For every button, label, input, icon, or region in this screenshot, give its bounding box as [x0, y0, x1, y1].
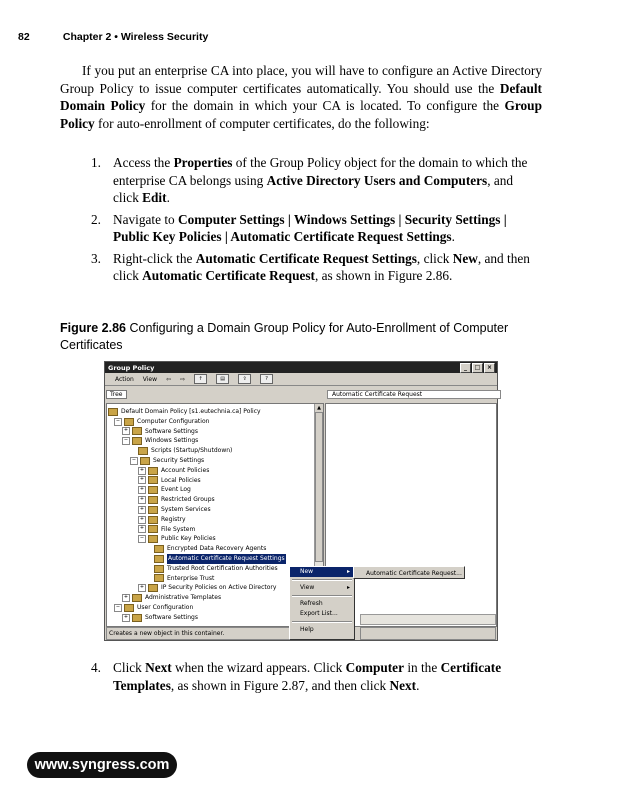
- step-text: , click: [416, 250, 453, 266]
- step-bold: Automatic Certificate Request: [142, 268, 315, 283]
- policy-icon: [108, 408, 118, 416]
- tab-tree[interactable]: Tree: [106, 390, 127, 399]
- menu-view[interactable]: View: [142, 375, 158, 383]
- step-bold: Active Directory Users and Computers: [266, 172, 488, 188]
- forward-icon[interactable]: ⇨: [180, 375, 186, 383]
- tree-node[interactable]: Enterprise Trust: [108, 574, 286, 584]
- tree-node[interactable]: + Account Policies: [139, 466, 210, 474]
- step-text: Click: [113, 660, 146, 675]
- intro-text: for auto-enrollment of computer certificates, do the following:: [94, 115, 430, 131]
- back-icon[interactable]: ⇦: [166, 375, 172, 383]
- chapter-title: Chapter 2 • Wireless Security: [62, 31, 209, 43]
- step-text: .: [451, 229, 455, 244]
- step-number: 4.: [91, 660, 101, 675]
- folder-icon: [132, 437, 142, 445]
- intro-text: If you put an enterprise CA into place, you will have to configure an Active Directory Group Policy to issue computer certificates automatically. You should use the: [60, 63, 542, 96]
- folder-icon: [148, 516, 158, 524]
- tree-node[interactable]: Encrypted Data Recovery Agents: [108, 544, 286, 554]
- intro-text: for the domain in which your CA is located. To configure the: [145, 98, 505, 113]
- context-menu: [289, 566, 355, 640]
- step-text: , and click: [113, 172, 514, 205]
- list-item: [60, 154, 542, 207]
- maximize-icon[interactable]: □: [472, 363, 483, 373]
- step-bold: Computer Settings | Windows Settings | Security Settings | Public Key Policies | Automatic Certificate Request Settings: [113, 211, 507, 244]
- menu-bar: [105, 373, 497, 386]
- status-bar: Creates a new object in this container.: [106, 627, 295, 640]
- tree-node[interactable]: + Registry: [139, 515, 186, 523]
- intro-bold: Default Domain Policy: [60, 80, 542, 113]
- step-bold: Properties: [173, 155, 233, 170]
- tree-node[interactable]: − Security Settings: [131, 456, 205, 464]
- figure-caption-text: Configuring a Domain Group Policy for Auto-Enrollment of Computer Certificates: [60, 321, 509, 352]
- steps-list-continued: [60, 659, 542, 698]
- step-text: Right-click the: [113, 250, 196, 266]
- step-bold: Next: [145, 660, 172, 675]
- security-icon: [140, 457, 150, 465]
- step-bold: Certificate Templates: [113, 660, 502, 693]
- steps-list: [60, 154, 542, 289]
- folder-icon: [148, 486, 158, 494]
- step-text: Navigate to: [113, 211, 178, 227]
- tree-node[interactable]: − Public Key Policies: [139, 535, 216, 543]
- close-icon[interactable]: ×: [484, 363, 495, 373]
- step-text: .: [416, 677, 420, 693]
- step-text: when the wizard appears. Click: [171, 660, 346, 675]
- tree-node[interactable]: − Windows Settings: [123, 437, 199, 445]
- tree-node-selected[interactable]: Automatic Certificate Request Settings: [108, 554, 286, 564]
- step-number: 2.: [91, 211, 101, 227]
- step-text: of the Group Policy object for the domain to which the enterprise CA belongs using: [113, 155, 528, 188]
- folder-icon: [148, 525, 158, 533]
- menu-item-refresh[interactable]: Refresh: [300, 600, 323, 607]
- tree-node[interactable]: + Restricted Groups: [139, 496, 215, 504]
- tree-node[interactable]: + System Services: [139, 505, 211, 513]
- ipsec-icon: [148, 584, 158, 592]
- intro-bold: Group Policy: [60, 98, 542, 131]
- menu-item-help[interactable]: Help: [300, 626, 314, 633]
- folder-icon: [148, 476, 158, 484]
- folder-icon: [154, 574, 164, 582]
- figure-caption: [60, 320, 540, 354]
- step-text: in the: [404, 660, 441, 675]
- step-bold: Next: [389, 677, 417, 693]
- figure-label: Figure 2.86: [60, 321, 126, 335]
- step-text: , as shown in Figure 2.86.: [314, 268, 453, 283]
- tree-node[interactable]: + Event Log: [139, 486, 191, 494]
- folder-icon: [148, 496, 158, 504]
- folder-icon: [148, 467, 158, 475]
- footer-url-badge: www.syngress.com: [27, 752, 177, 778]
- step-number: 1.: [91, 155, 101, 170]
- folder-icon: [154, 555, 164, 563]
- step-text: Access the: [113, 155, 174, 170]
- tree-node[interactable]: + IP Security Policies on Active Directory: [139, 584, 277, 592]
- folder-icon: [148, 535, 158, 543]
- tree-node[interactable]: Scripts (Startup/Shutdown): [108, 446, 286, 456]
- menu-item-view[interactable]: View ▸: [300, 584, 350, 591]
- step-text: , as shown in Figure 2.87, and then click: [170, 677, 390, 693]
- step-text: .: [166, 190, 170, 205]
- step-bold: Automatic Certificate Request Settings: [195, 250, 417, 266]
- computer-icon: [124, 418, 134, 426]
- tree-node[interactable]: Default Domain Policy [s1.eutechnia.ca] Policy: [108, 407, 286, 417]
- title-bar: [105, 362, 497, 373]
- tree-node[interactable]: Trusted Root Certification Authorities: [108, 564, 286, 574]
- intro-paragraph: [60, 62, 542, 132]
- tree-node[interactable]: + Software Settings: [123, 613, 198, 621]
- menu-action[interactable]: Action: [115, 375, 134, 383]
- status-bar-panel: [360, 627, 496, 640]
- tree-node[interactable]: − Computer Configuration: [115, 417, 210, 425]
- window-title: Group Policy: [108, 363, 155, 372]
- menu-item-export-list[interactable]: Export List...: [300, 610, 338, 617]
- step-text: , and then click: [113, 250, 530, 283]
- step-bold: New: [452, 250, 478, 266]
- export-icon[interactable]: ⇪: [238, 374, 251, 384]
- tree-node[interactable]: + Local Policies: [139, 476, 201, 484]
- tree-scrollbar[interactable]: ▲: [314, 404, 323, 626]
- page-number: 82: [18, 31, 30, 43]
- folder-icon: [132, 427, 142, 435]
- column-header[interactable]: Automatic Certificate Request: [327, 390, 501, 399]
- tree-node[interactable]: − User Configuration: [115, 603, 194, 611]
- step-number: 3.: [91, 250, 101, 266]
- folder-icon: [148, 506, 158, 514]
- page-header: [18, 31, 208, 43]
- menu-item-new[interactable]: New ▸: [290, 567, 354, 577]
- up-icon[interactable]: ↑: [194, 374, 207, 384]
- script-icon: [138, 447, 148, 455]
- details-hscrollbar[interactable]: [360, 614, 496, 625]
- minimize-icon[interactable]: _: [460, 363, 471, 373]
- step-bold: Computer: [345, 660, 404, 675]
- step-bold: Edit: [142, 190, 167, 205]
- folder-icon: [154, 565, 164, 573]
- list-item: [60, 211, 542, 246]
- tree-node[interactable]: + Software Settings: [123, 427, 198, 435]
- list-item: [60, 659, 542, 694]
- show-tree-icon[interactable]: ▤: [216, 374, 229, 384]
- tree-node[interactable]: + File System: [139, 525, 196, 533]
- folder-icon: [132, 614, 142, 622]
- folder-icon: [154, 545, 164, 553]
- user-icon: [124, 604, 134, 612]
- submenu-automatic-certificate-request[interactable]: Automatic Certificate Request...: [353, 566, 465, 579]
- tree-node[interactable]: + Administrative Templates: [123, 594, 222, 602]
- list-item: [60, 250, 542, 285]
- folder-icon: [132, 594, 142, 602]
- help-icon[interactable]: ?: [260, 374, 273, 384]
